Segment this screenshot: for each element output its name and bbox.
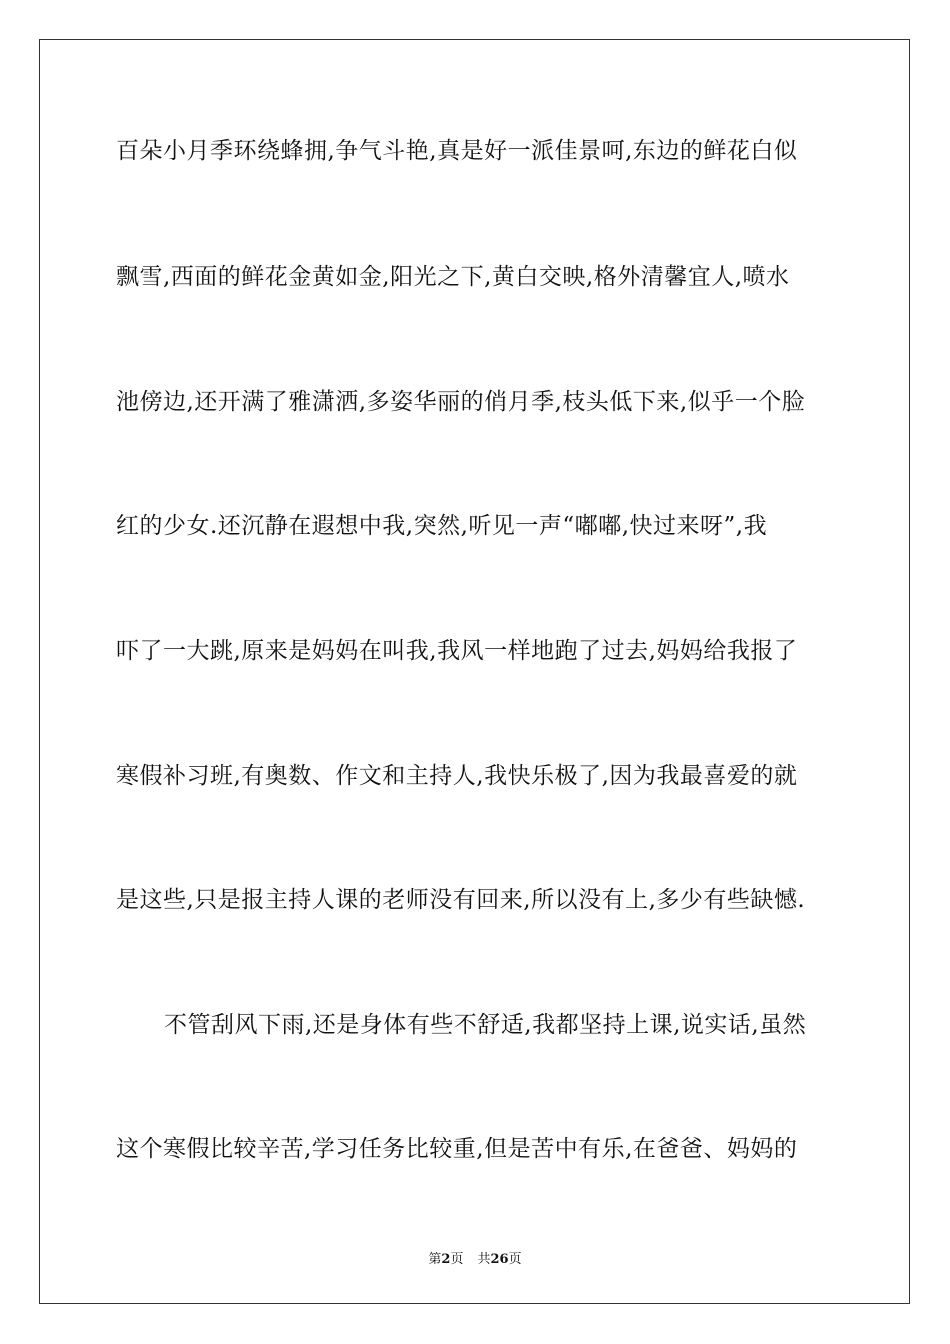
body-text-line-4: 红的少女.还沉静在遐想中我,突然,听见一声“嘟嘟,快过来呀”,我: [116, 513, 768, 539]
page-border: [39, 39, 910, 1304]
page-suffix: 页: [450, 1252, 464, 1267]
body-text-line-3: 池傍边,还开满了雅潇洒,多姿华丽的俏月季,枝头低下来,似乎一个脸: [116, 389, 806, 415]
total-pages: 26: [490, 1252, 509, 1267]
body-text-line-5: 吓了一大跳,原来是妈妈在叫我,我风一样地跑了过去,妈妈给我报了: [116, 638, 798, 664]
page-footer: [0, 1248, 950, 1267]
total-suffix: 页: [508, 1252, 522, 1267]
page-prefix: 第: [428, 1252, 442, 1267]
body-text-line-6: 寒假补习班,有奥数、作文和主持人,我快乐极了,因为我最喜爱的就: [116, 763, 798, 789]
body-text-line-1: 百朵小月季环绕蜂拥,争气斗艳,真是好一派佳景呵,东边的鲜花白似: [116, 138, 798, 164]
body-text-line-2: 飘雪,西面的鲜花金黄如金,阳光之下,黄白交映,格外清馨宜人,喷水: [116, 264, 790, 290]
page-number: 2: [441, 1252, 451, 1267]
body-text-line-7: 是这些,只是报主持人课的老师没有回来,所以没有上,多少有些缺憾.: [116, 887, 806, 913]
body-text-line-9: 这个寒假比较辛苦,学习任务比较重,但是苦中有乐,在爸爸、妈妈的: [116, 1136, 798, 1162]
body-text-line-8: 不管刮风下雨,还是身体有些不舒适,我都坚持上课,说实话,虽然: [164, 1012, 807, 1038]
total-prefix: 共: [477, 1252, 491, 1267]
